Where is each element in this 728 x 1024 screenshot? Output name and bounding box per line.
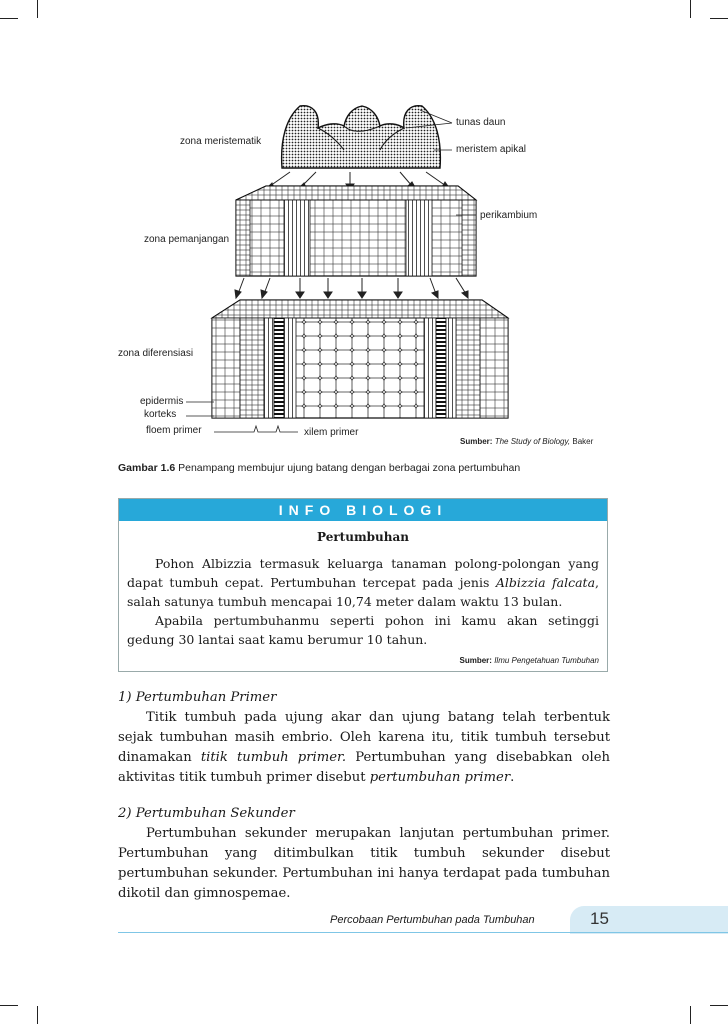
info-box-body xyxy=(119,554,607,649)
crop-mark-bl-h xyxy=(0,1005,18,1006)
elongation-zone-drawing xyxy=(236,186,476,276)
info-paragraph-2: Apabila pertumbuhanmu seperti pohon ini kamu akan setinggi gedung 30 lantai saat kamu berumur 10 tahun. xyxy=(127,613,599,647)
section-secondary-growth xyxy=(118,804,610,904)
stem-tip-diagram xyxy=(0,0,728,460)
label-zona-pemanjangan: zona pemanjangan xyxy=(144,234,230,245)
label-epidermis: epidermis xyxy=(140,396,184,407)
label-zona-diferensiasi: zona diferensiasi xyxy=(118,348,194,359)
differentiation-zone-drawing xyxy=(212,300,508,418)
crop-mark-bl-v xyxy=(37,1006,38,1024)
section-2-paragraph: Pertumbuhan sekunder merupakan lanjutan pertumbuhan primer. Pertumbuhan yang ditimbulkan titik tumbuh sekunder disebut pertumbuhan sekunder. Pertumbuhan ini hanya terdapat pada tumbuhan dikotil dan gimnospemae. xyxy=(118,826,610,901)
label-floem-primer: floem primer xyxy=(146,425,202,436)
footer-chapter-title: Percobaan Pertumbuhan pada Tumbuhan xyxy=(330,914,535,926)
figure-caption: Gambar 1.6 Penampang membujur ujung batang dengan berbagai zona pertumbuhan xyxy=(118,462,521,474)
info-box-source: Sumber: Ilmu Pengetahuan Tumbuhan xyxy=(459,656,599,665)
info-paragraph-1: Pohon Albizzia termasuk keluarga tanaman polong-polongan yang dapat tumbuh cepat. Pertumbuhan tercepat pada jenis Albizzia falcata, salah satunya tumbuh mencapai 10,74 meter dalam waktu 13 bulan. xyxy=(127,556,600,609)
label-zona-meristematik: zona meristematik xyxy=(180,136,262,147)
page-number: 15 xyxy=(590,909,609,928)
label-korteks: korteks xyxy=(144,409,177,420)
section-primary-growth xyxy=(118,688,610,788)
footer-rule xyxy=(118,932,728,933)
page-footer xyxy=(118,906,728,934)
figure-source: Sumber: The Study of Biology, Baker xyxy=(460,437,594,446)
info-biologi-box xyxy=(118,498,608,672)
label-perikambium: perikambium xyxy=(480,210,538,221)
label-meristem-apikal: meristem apikal xyxy=(456,144,527,155)
label-xilem-primer: xilem primer xyxy=(304,427,359,438)
label-tunas-daun: tunas daun xyxy=(456,117,506,128)
info-box-header: INFO BIOLOGI xyxy=(119,499,607,521)
meristematic-zone-drawing xyxy=(282,106,441,168)
crop-mark-br-h xyxy=(710,1005,728,1006)
section-1-paragraph: Titik tumbuh pada ujung akar dan ujung batang telah terbentuk sejak tumbuhan masih embrio. Oleh karena itu, titik tumbuh tersebut dinamakan titik tumbuh primer. Pertumbuhan yang disebabkan oleh aktivitas titik tumbuh primer disebut pertumbuhan primer. xyxy=(118,710,610,785)
section-1-heading: 1) Pertumbuhan Primer xyxy=(118,690,277,705)
crop-mark-br-v xyxy=(690,1006,691,1024)
section-2-heading: 2) Pertumbuhan Sekunder xyxy=(118,806,295,821)
info-box-title: Pertumbuhan xyxy=(317,530,409,544)
